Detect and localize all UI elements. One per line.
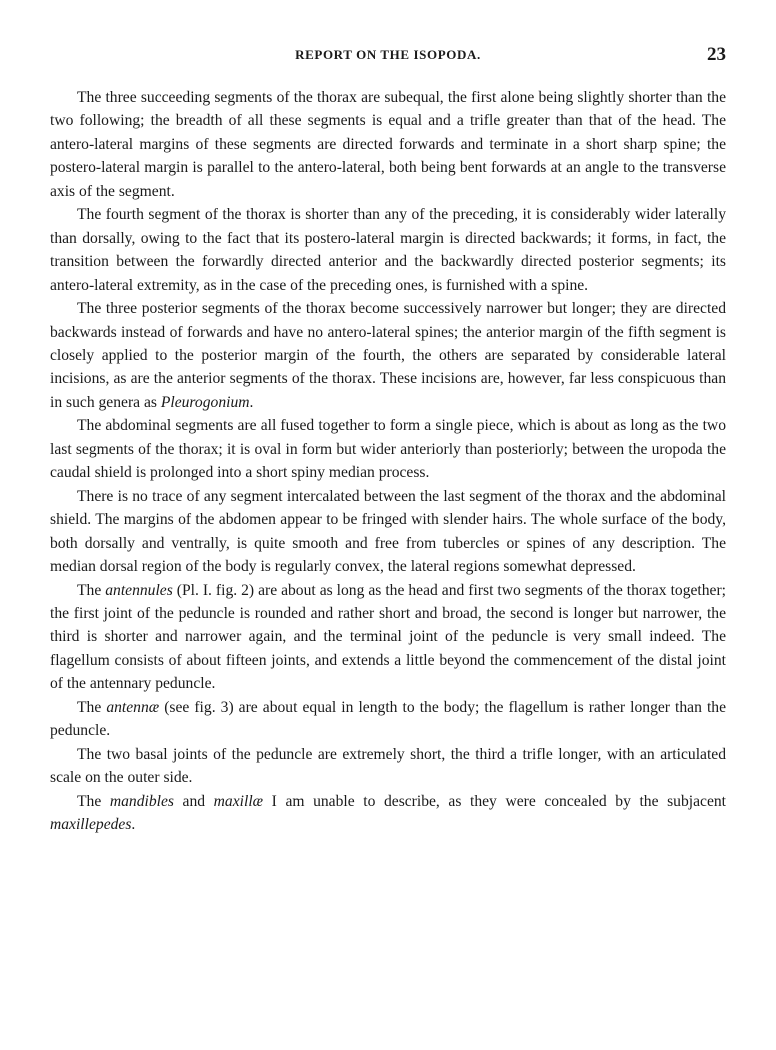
paragraph-thorax-middle-segments: The three succeeding segments of the thorax are subequal, the first alone being slightly shorter than the two following; the breadth of all these segments is equal and a trifle greater than that of the head. The antero-lateral margins of these segments are directed forwards and terminate in a short sharp spine; the postero-lateral margin is parallel to the antero-lateral, both being bent forwards at an angle to the transverse axis of the segment. [50, 89, 726, 200]
paragraph-mouthparts: The mandibles and maxillæ I am unable to describe, as they were concealed by the subjacent maxillepedes. [50, 792, 726, 834]
page-header [50, 44, 726, 68]
term-maxillae: maxillæ [213, 792, 264, 810]
genus-name: Pleurogonium [160, 393, 250, 411]
paragraph-posterior-segments: The three posterior segments of the thorax become successively narrower but longer; they are directed backwards instead of forwards and have no antero-lateral spines; the anterior margin of the fifth segment is closely applied to the posterior margin of the fourth, the others are separated by considerable lateral incisions, as are the anterior segments of the thorax. These incisions are, however, far less conspicuous than in such genera as Pleurogonium. [50, 300, 726, 411]
page-number: 23 [707, 44, 726, 65]
running-title: REPORT ON THE ISOPODA. [295, 47, 481, 62]
paragraph-abdominal-segments: The abdominal segments are all fused together to form a single piece, which is about as long as the two last segments of the thorax; it is oval in form but wider anteriorly than posteriorly; between the uropoda the caudal shield is prolonged into a short spiny median process. [50, 417, 726, 482]
term-maxillepedes: maxillepedes [50, 816, 132, 834]
term-mandibles: mandibles [109, 792, 174, 810]
paragraph-body-surface: There is no trace of any segment intercalated between the last segment of the thorax and the abdominal shield. The margins of the abdomen appear to be fringed with slender hairs. The whole surface of the body, both dorsally and ventrally, is quite smooth and free from tubercles or spines of any description. The median dorsal region of the body is regularly convex, the lateral regions somewhat depressed. [50, 487, 726, 576]
paragraph-peduncle-joints: The two basal joints of the peduncle are extremely short, the third a trifle longer, with an articulated scale on the outer side. [50, 745, 726, 787]
term-antennules: antennules [105, 581, 173, 599]
body-text [50, 86, 726, 837]
paragraph-antennae: The antennæ (see fig. 3) are about equal in length to the body; the flagellum is rather longer than the peduncle. [50, 698, 726, 740]
paragraph-fourth-segment: The fourth segment of the thorax is shorter than any of the preceding, it is considerably wider laterally than dorsally, owing to the fact that its postero-lateral margin is directed backwards; it forms, in fact, the transition between the forwardly directed anterior and the backwardly directed posterior segments; its antero-lateral extremity, as in the case of the preceding ones, is furnished with a spine. [50, 206, 726, 294]
paragraph-antennules: The antennules (Pl. I. fig. 2) are about as long as the head and first two segments of the thorax together; the first joint of the peduncle is rounded and rather short and broad, the second is longer but narrower, the third is shorter and narrower again, and the terminal joint of the peduncle is very small indeed. The flagellum consists of about fifteen joints, and extends a little beyond the commencement of the distal joint of the antennary peduncle. [50, 581, 726, 693]
term-antennae: antennæ [106, 698, 160, 716]
